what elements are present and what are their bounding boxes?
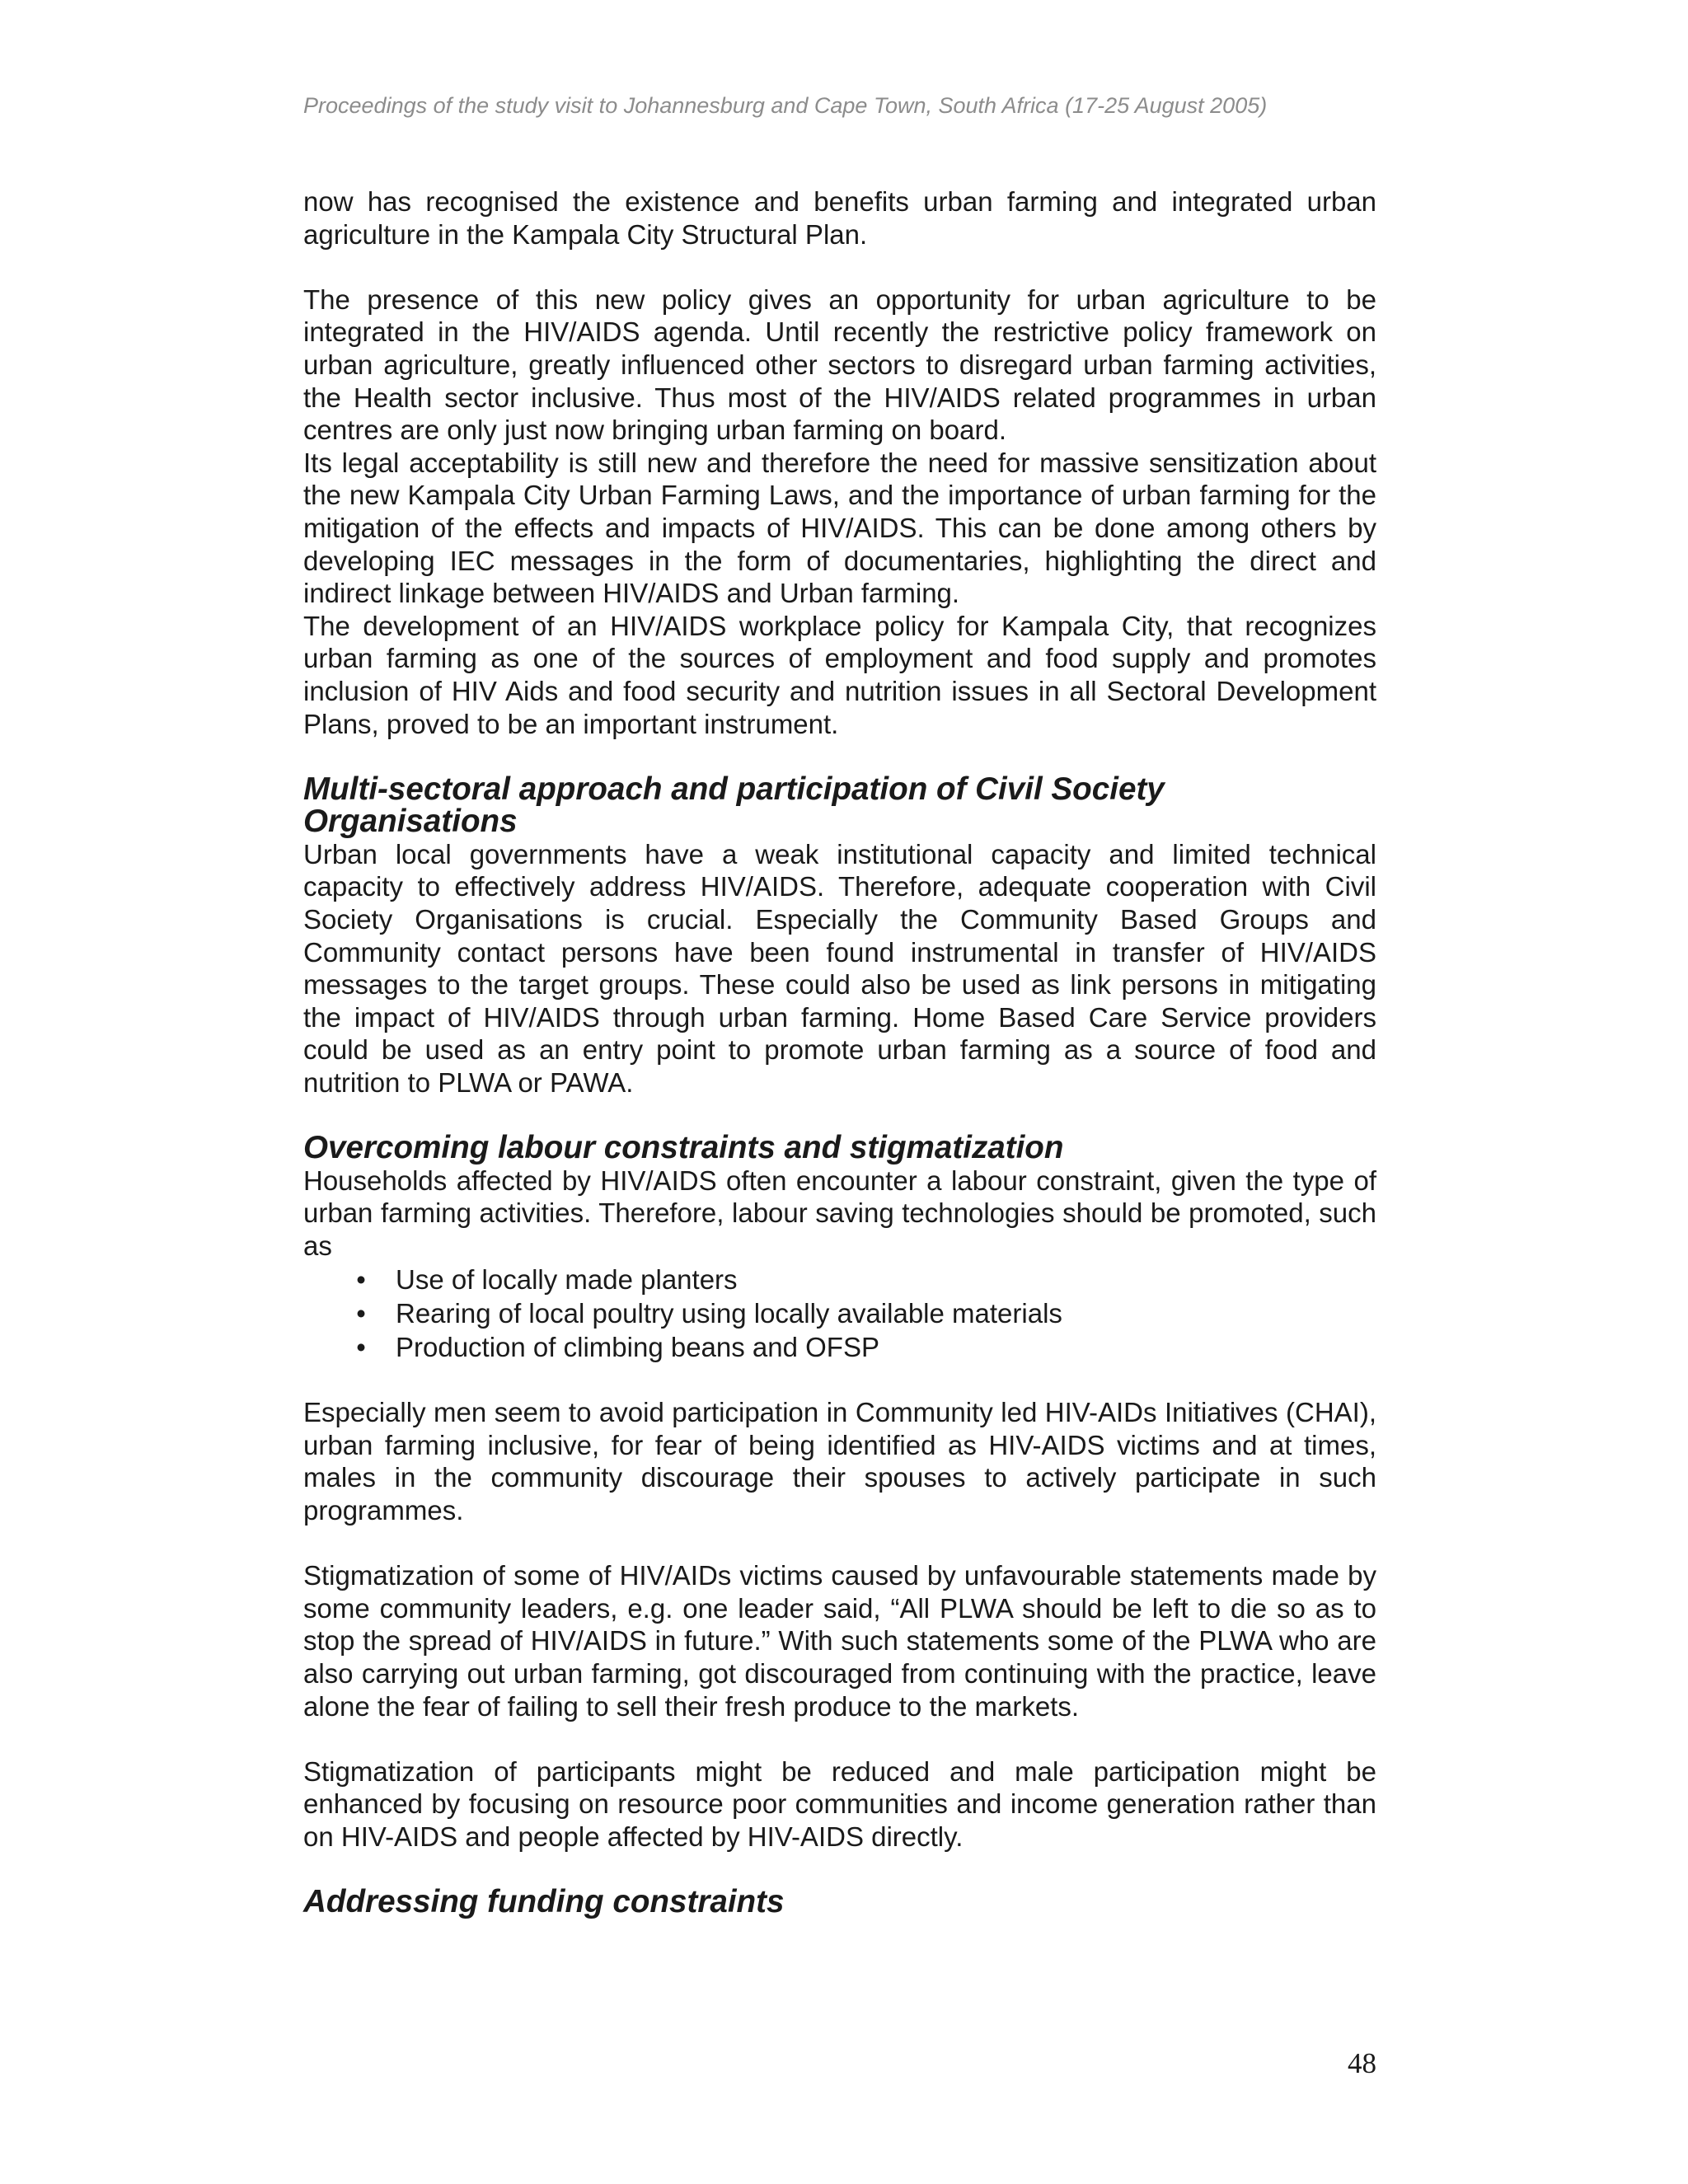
list-item xyxy=(303,1296,1376,1330)
list-item-text: Use of locally made planters xyxy=(396,1263,738,1295)
section-heading-funding-constraints: Addressing funding constraints xyxy=(303,1884,785,1920)
list-item xyxy=(303,1330,1376,1364)
list-item xyxy=(303,1263,1376,1296)
paragraph-civil-society: Urban local governments have a weak institutional capacity and limited technical capacity to effectively address HIV/AIDS. Therefore, adequate cooperation with Civil Society Organisations is crucial. Especially the Community Based Groups and Community contact persons have been found instrumental in transfer of HIV/AIDS messages to the target groups. These could also be used as link persons in mitigating the impact of HIV/AIDS through urban farming. Home Based Care Service providers could be used as an entry point to promote urban farming as a source of food and nutrition to PLWA or PAWA. xyxy=(303,838,1376,1099)
bullet-list-technologies xyxy=(303,1263,1376,1364)
paragraph-reducing-stigmatization: Stigmatization of participants might be reduced and male participation might be enhanced by focusing on resource poor communities and income generation rather than on HIV-AIDS and people affected by HIV-AIDS directly. xyxy=(303,1755,1376,1852)
page-number: 48 xyxy=(1348,2047,1376,2079)
running-header: Proceedings of the study visit to Johannesburg and Cape Town, South Africa (17-25 August 2005) xyxy=(303,93,1268,118)
paragraph-legal-acceptability: Its legal acceptability is still new and therefore the need for massive sensitization about the new Kampala City Urban Farming Laws, and the importance of urban farming for the mitigation of the effects and impacts of HIV/AIDS. This can be done among others by developing IEC messages in the form of documentaries, highlighting the direct and indirect linkage between HIV/AIDS and Urban farming. xyxy=(303,447,1376,609)
section-heading-labour-constraints: Overcoming labour constraints and stigmatization xyxy=(303,1130,1064,1166)
bullet-icon: • xyxy=(356,1263,366,1295)
paragraph-labour-saving: Households affected by HIV/AIDS often encounter a labour constraint, given the type of urban farming activities. Therefore, labour saving technologies should be promoted, such as xyxy=(303,1165,1376,1261)
paragraph-urban-plan: now has recognised the existence and benefits urban farming and integrated urban agriculture in the Kampala City Structural Plan. xyxy=(303,186,1376,250)
paragraph-policy-opportunity: The presence of this new policy gives an opportunity for urban agriculture to be integrated in the HIV/AIDS agenda. Until recently the restrictive policy framework on urban agriculture, greatly influenced other sectors to disregard urban farming activities, the Health sector inclusive. Thus most of the HIV/AIDS related programmes in urban centres are only just now bringing urban farming on board. xyxy=(303,284,1376,446)
paragraph-stigmatization-statements: Stigmatization of some of HIV/AIDs victims caused by unfavourable statements made by some community leaders, e.g. one leader said, “All PLWA should be left to die so as to stop the spread of HIV/AIDS in future.” With such statements some of the PLWA who are also carrying out urban farming, got discouraged from continuing with the practice, leave alone the fear of failing to sell their fresh produce to the markets. xyxy=(303,1560,1376,1722)
bullet-icon: • xyxy=(356,1331,366,1362)
bullet-icon: • xyxy=(356,1297,366,1329)
paragraph-male-participation: Especially men seem to avoid participation in Community led HIV-AIDs Initiatives (CHAI), urban farming inclusive, for fear of being identified as HIV-AIDS victims and at times, males in the community discourage their spouses to actively participate in such programmes. xyxy=(303,1397,1376,1526)
document-body xyxy=(303,185,1376,1919)
list-item-text: Production of climbing beans and OFSP xyxy=(396,1331,879,1362)
paragraph-workplace-policy: The development of an HIV/AIDS workplace policy for Kampala City, that recognizes urban farming as one of the sources of employment and food supply and promotes inclusion of HIV Aids and food security and nutrition issues in all Sectoral Development Plans, proved to be an important instrument. xyxy=(303,610,1376,739)
list-item-text: Rearing of local poultry using locally available materials xyxy=(396,1297,1062,1329)
section-heading-multi-sectoral: Multi-sectoral approach and participation of Civil Society Organisations xyxy=(303,771,1165,840)
